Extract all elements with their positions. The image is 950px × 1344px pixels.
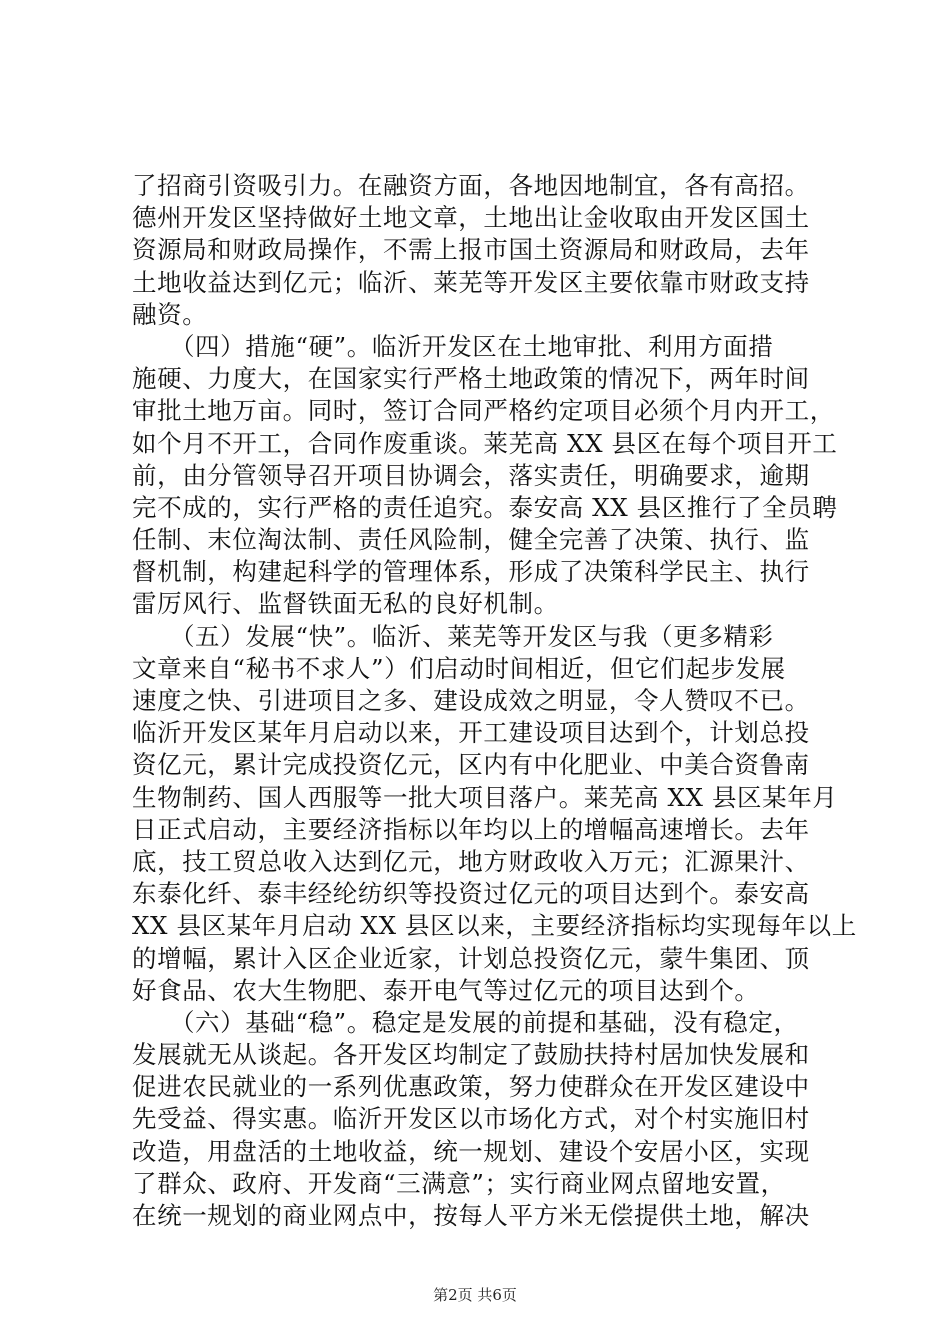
text-line: 东泰化纤、泰丰经纶纺织等投资过亿元的项目达到个。泰安高 [132,879,810,909]
text-line: 了群众、政府、开发商“三满意”；实行商业网点留地安置， [132,1168,786,1198]
text-line: 土地收益达到亿元；临沂、莱芜等开发区主要依靠市财政支持 [132,267,810,297]
text-line: 前，由分管领导召开项目协调会，落实责任，明确要求，逾期 [132,460,810,490]
text-line: 生物制药、国人西服等一批大项目落户。莱芜高 XX 县区某年月 [132,782,838,812]
text-line: 完不成的，实行严格的责任追究。泰安高 XX 县区推行了全员聘 [132,492,838,522]
text-line: 督机制，构建起科学的管理体系，形成了决策科学民主、执行 [132,557,810,587]
document-body [132,170,857,1232]
text-line: 了招商引资吸引力。在融资方面，各地因地制宜，各有高招。 [132,171,810,200]
text-line: 任制、末位淘汰制、责任风险制，健全完善了决策、执行、监 [132,525,810,555]
text-line: （六）基础“稳”。稳定是发展的前提和基础，没有稳定， [132,1007,799,1037]
text-line: 雷厉风行、监督铁面无私的良好机制。 [132,589,559,619]
text-line: 的增幅，累计入区企业近家，计划总投资亿元，蒙牛集团、顶 [132,943,810,973]
text-line: 底，技工贸总收入达到亿元，地方财政收入万元；汇源果汁、 [132,846,810,876]
text-line: 先受益、得实惠。临沂开发区以市场化方式，对个村实施旧村 [132,1104,810,1134]
text-line: 在统一规划的商业网点中，按每人平方米无偿提供土地，解决 [132,1201,810,1230]
text-line: （四）措施“硬”。临沂开发区在土地审批、利用方面措 [132,331,774,361]
text-line: 好食品、农大生物肥、泰开电气等过亿元的项目达到个。 [132,975,760,1005]
text-line: 改造，用盘活的土地收益，统一规划、建设个安居小区，实现 [132,1136,810,1166]
text-line: 施硬、力度大，在国家实行严格土地政策的情况下，两年时间 [132,364,810,394]
text-line: （五）发展“快”。临沂、莱芜等开发区与我（更多精彩 [132,621,774,651]
text-line: 文章来自“秘书不求人”）们启动时间相近，但它们起步发展 [132,653,786,683]
text-line: 临沂开发区某年月启动以来，开工建设项目达到个，计划总投 [132,718,810,748]
text-line: 速度之快、引进项目之多、建设成效之明显，令人赞叹不已。 [132,686,810,715]
text-line: 审批土地万亩。同时，签订合同严格约定项目必须个月内开工， [132,396,835,426]
text-line: 日正式启动，主要经济指标以年均以上的增幅高速增长。去年 [132,814,810,844]
text-line: 促进农民就业的一系列优惠政策，努力使群众在开发区建设中 [132,1072,810,1102]
text-line: 资源局和财政局操作，不需上报市国土资源局和财政局，去年 [132,235,810,265]
text-line: 融资。 [132,299,208,329]
page-footer: 第2页 共6页 [433,1286,517,1304]
text-line: 资亿元，累计完成投资亿元，区内有中化肥业、中美合资鲁南 [132,750,810,780]
text-line: XX 县区某年月启动 XX 县区以来，主要经济指标均实现每年以上 [132,911,857,941]
text-line: 如个月不开工，合同作废重谈。莱芜高 XX 县区在每个项目开工 [132,428,838,458]
text-line: 发展就无从谈起。各开发区均制定了鼓励扶持村居加快发展和 [132,1040,810,1070]
text-line: 德州开发区坚持做好土地文章，土地出让金收取由开发区国土 [132,203,810,233]
